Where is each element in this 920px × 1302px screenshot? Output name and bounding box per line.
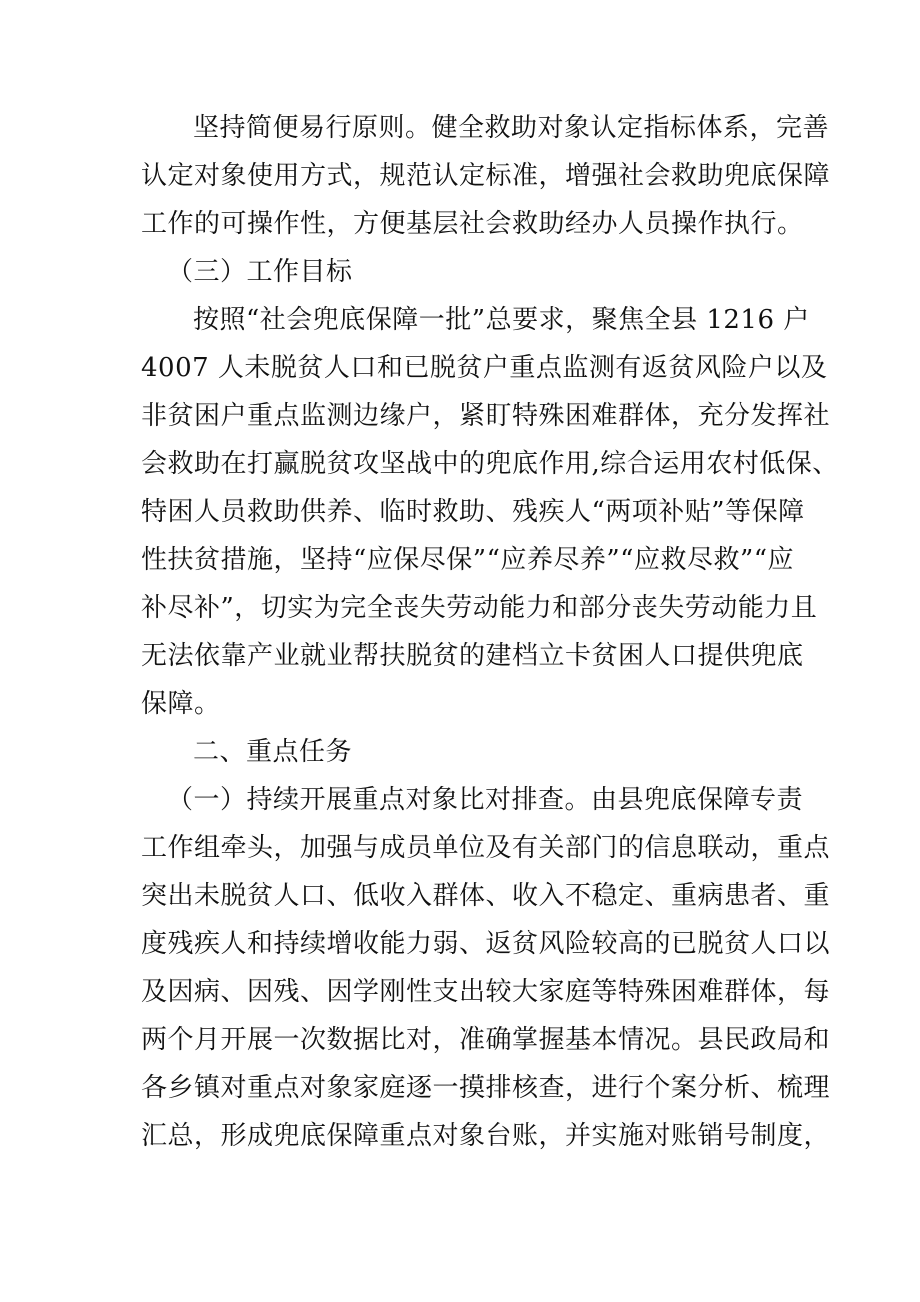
paragraph-line: 突出未脱贫人口、低收入群体、收入不稳定、重病患者、重	[141, 881, 831, 911]
paragraph-line: 保障。	[141, 689, 221, 719]
section-heading: （三）工作目标	[167, 257, 353, 287]
paragraph-line: 补尽补”，切实为完全丧失劳动能力和部分丧失劳动能力且	[141, 593, 818, 623]
paragraph-line: 无法依靠产业就业帮扶脱贫的建档立卡贫困人口提供兜底	[141, 641, 804, 671]
section-heading: 二、重点任务	[193, 737, 353, 767]
paragraph-line: （一）持续开展重点对象比对排查。由县兜底保障专责	[167, 785, 804, 815]
paragraph-line: 4007 人未脱贫人口和已脱贫户重点监测有返贫风险户以及	[141, 353, 828, 383]
paragraph-line: 工作的可操作性，方便基层社会救助经办人员操作执行。	[141, 209, 804, 239]
paragraph-line: 认定对象使用方式，规范认定标准，增强社会救助兜底保障	[141, 161, 831, 191]
paragraph-line: 非贫困户重点监测边缘户，紧盯特殊困难群体，充分发挥社	[141, 401, 831, 431]
paragraph-line: 性扶贫措施，坚持“应保尽保”“应养尽养”“应救尽救”“应	[141, 545, 795, 575]
paragraph-line: 特困人员救助供养、临时救助、残疾人“两项补贴”等保障	[141, 497, 805, 527]
paragraph-line: 及因病、因残、因学刚性支出较大家庭等特殊困难群体，每	[141, 977, 831, 1007]
paragraph-line: 度残疾人和持续增收能力弱、返贫风险较高的已脱贫人口以	[141, 929, 831, 959]
paragraph-line: 各乡镇对重点对象家庭逐一摸排核查，进行个案分析、梳理	[141, 1073, 831, 1103]
paragraph-line: 坚持简便易行原则。健全救助对象认定指标体系，完善	[193, 113, 830, 143]
paragraph-line: 会救助在打赢脱贫攻坚战中的兜底作用,综合运用农村低保、	[141, 449, 839, 479]
paragraph-line: 汇总，形成兜底保障重点对象台账，并实施对账销号制度，	[141, 1121, 831, 1151]
paragraph-line: 按照“社会兜底保障一批”总要求，聚焦全县 1216 户	[193, 305, 810, 335]
paragraph-line: 工作组牵头，加强与成员单位及有关部门的信息联动，重点	[141, 833, 831, 863]
paragraph-line: 两个月开展一次数据比对，准确掌握基本情况。县民政局和	[141, 1025, 831, 1055]
